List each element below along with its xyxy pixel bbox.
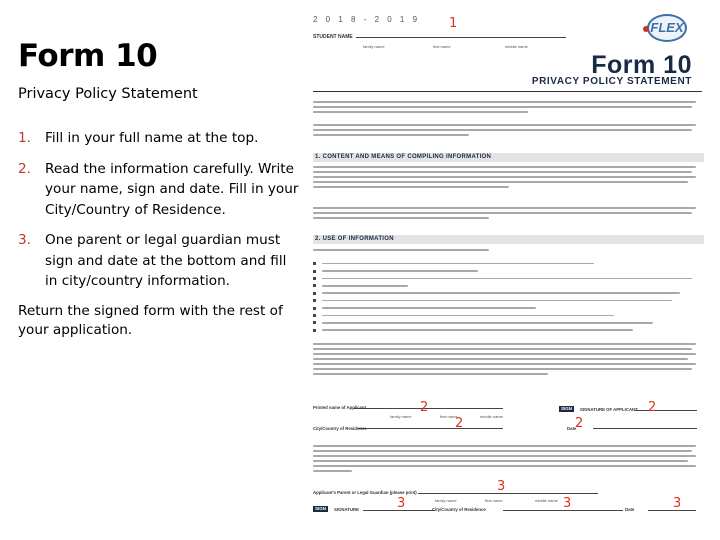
list-item xyxy=(313,327,702,334)
instruction-list xyxy=(18,128,303,292)
applicant-city-row xyxy=(313,424,702,432)
program-year: 2 0 1 8 - 2 0 1 9 xyxy=(313,15,421,24)
instruction-step-2 xyxy=(18,159,303,221)
step-text: Read the information carefully. Write your name, sign and date. Fill in your City/Country of Residence. xyxy=(45,160,299,218)
parent-name-field[interactable] xyxy=(418,493,598,494)
name-part-label: middle name xyxy=(535,498,558,503)
list-item xyxy=(313,282,702,289)
marker-1: 1 xyxy=(449,16,458,31)
list-item xyxy=(313,275,702,282)
parent-date-field[interactable] xyxy=(648,510,696,511)
step-text: One parent or legal guardian must sign and date at the bottom and fill in city/country information. xyxy=(45,232,287,289)
intro-paragraph xyxy=(313,98,704,113)
list-item xyxy=(313,297,702,304)
signature-applicant-label: SIGNATURE OF APPLICANT xyxy=(580,407,638,412)
section-heading: 1. CONTENT AND MEANS OF COMPILING INFORMATION xyxy=(313,153,704,162)
applicant-signature-field[interactable] xyxy=(635,410,697,411)
section-paragraph xyxy=(313,163,704,188)
sign-here-tag: SIGN xyxy=(561,406,573,411)
printed-name-label: Printed name of Applicant xyxy=(313,405,367,410)
use-list xyxy=(313,260,702,334)
date-label: Date xyxy=(567,426,577,431)
instruction-step-1 xyxy=(18,128,303,149)
flex-logo: FLEX xyxy=(647,14,687,42)
section-paragraph xyxy=(313,340,704,375)
marker-2: 2 xyxy=(455,416,464,431)
student-name-field[interactable] xyxy=(356,37,566,38)
sign-here-tag: SIGN xyxy=(315,506,327,511)
parent-name-row xyxy=(313,489,702,497)
name-part-label: family name xyxy=(363,44,385,49)
section-paragraph xyxy=(313,246,704,251)
marker-2: 2 xyxy=(420,400,429,415)
marker-3: 3 xyxy=(563,496,572,511)
applicant-city-field[interactable] xyxy=(358,428,503,429)
name-part-label: family name xyxy=(435,498,457,503)
name-part-label: family name xyxy=(390,414,412,419)
list-item xyxy=(313,319,702,326)
intro-paragraph xyxy=(313,121,704,136)
student-name-row xyxy=(313,34,573,40)
applicant-signature-row xyxy=(313,406,702,414)
instructions-panel xyxy=(18,38,303,341)
applicant-date-field[interactable] xyxy=(593,428,697,429)
student-name-label: STUDENT NAME xyxy=(313,34,353,40)
step-number: 2. xyxy=(18,160,31,177)
name-part-label: middle name xyxy=(480,414,503,419)
list-item xyxy=(313,267,702,274)
city-country-label: City/Country of Residence xyxy=(432,507,486,512)
list-item xyxy=(313,260,702,267)
signature-label: SIGNATURE xyxy=(334,507,359,512)
page-title: Form 10 xyxy=(18,38,158,74)
closing-note: Return the signed form with the rest of your application. xyxy=(18,302,283,338)
parent-signature-row xyxy=(313,506,702,514)
step-text: Fill in your full name at the top. xyxy=(45,130,259,146)
marker-2: 2 xyxy=(575,416,584,431)
marker-3: 3 xyxy=(673,496,682,511)
marker-2: 2 xyxy=(648,400,657,415)
name-part-label: middle name xyxy=(505,44,528,49)
section-heading: 2. USE OF INFORMATION xyxy=(313,235,704,244)
document-form-title: Form 10 xyxy=(591,51,692,79)
date-label: Date xyxy=(625,507,635,512)
form-document xyxy=(305,8,710,538)
name-part-label: first name xyxy=(440,414,458,419)
page-subtitle: Privacy Policy Statement xyxy=(18,86,198,102)
list-item xyxy=(313,312,702,319)
step-number: 1. xyxy=(18,130,31,146)
consent-paragraph xyxy=(313,442,704,472)
name-part-label: first name xyxy=(485,498,503,503)
name-part-label: first name xyxy=(433,44,451,49)
instruction-step-3 xyxy=(18,230,303,292)
parent-name-label: Applicant's Parent or Legal Guardian (please print) xyxy=(313,490,417,495)
marker-3: 3 xyxy=(397,496,406,511)
list-item xyxy=(313,290,702,297)
step-number: 3. xyxy=(18,232,31,248)
marker-3: 3 xyxy=(497,479,506,494)
section-paragraph xyxy=(313,204,704,219)
list-item xyxy=(313,304,702,311)
city-country-label: City/Country of Residence xyxy=(313,426,367,431)
divider xyxy=(313,91,702,92)
document-form-subtitle: PRIVACY POLICY STATEMENT xyxy=(531,76,692,87)
